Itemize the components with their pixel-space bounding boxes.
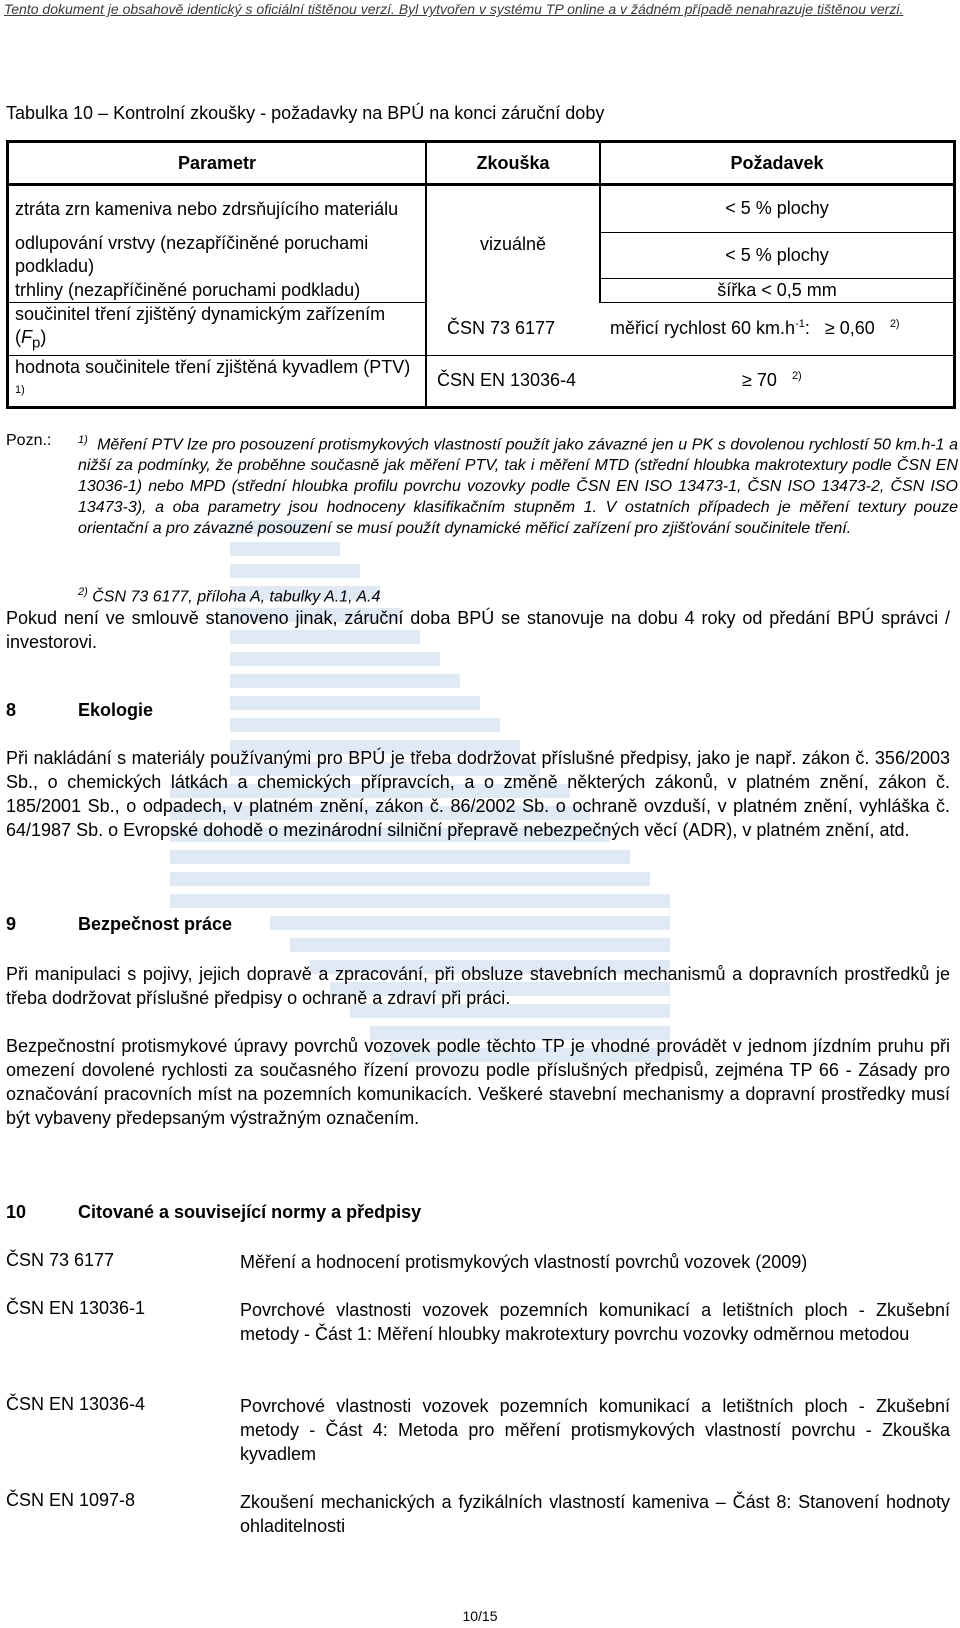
row-3-pozadavek: šířka < 0,5 mm [600,278,955,303]
table-header-row [8,142,955,185]
page-number: 10/15 [462,1608,498,1624]
header-parametr: Parametr [8,142,427,185]
reference-code: ČSN 73 6177 [6,1250,115,1270]
row-4-test-requirement [426,303,955,356]
reference-code: ČSN EN 1097-8 [6,1490,136,1510]
warranty-paragraph: Pokud není ve smlouvě stanoveno jinak, záruční doba BPÚ se stanovuje na dobu 4 roky od předání BPÚ správci / investorovi. [6,608,950,652]
section-8-heading: 8 Ekologie [6,700,154,720]
row-2-zkouska: vizuálně [426,185,600,303]
section-8-text: Při nakládání s materiály používanými pro BPÚ je třeba dodržovat příslušné předpisy, jako je např. zákon č. 356/2003 Sb., o chemických látkách a chemických přípravcích, a o změně některých zákonů, v platném znění, zákon č. 185/2001 Sb., o odpadech, v platném znění, zákon č. 86/2002 Sb. o ochraně ovzduší, v platném znění, vyhláška č. 64/1987 Sb. o Evropské dohodě o mezinárodní silniční přepravě nebezpečných věcí (ADR), v platném znění, atd. [6,748,950,840]
table-caption: Tabulka 10 – Kontrolní zkoušky - požadavky na BPÚ na konci záruční doby [6,103,605,123]
reference-title: Zkoušení mechanických a fyzikálních vlastností kameniva – Část 8: Stanovení hodnoty ohladitelnosti [240,1492,950,1536]
notes-label: Pozn.: [6,432,52,449]
table-row [8,355,955,407]
section-9-paragraph-2: Bezpečnostní protismykové úpravy povrchů vozovek podle těchto TP je vhodné provádět v jednom jízdním pruhu při omezení dovolené rychlosti za současného řízení provozu podle příslušných předpisů, zejména TP 66 - Zásady pro označování pracovních míst na pozemních komunikacích. Veškeré stavební mechanismy a dopravní prostředky musí být vybaveny předepsaným výstražným označením. [6,1036,950,1128]
row-4-zkouska: ČSN 73 6177 [447,318,556,339]
table-row [8,185,955,233]
row-1-parametr: ztráta zrn kameniva nebo zdrsňujícího materiálu [15,198,399,219]
header-zkouska: Zkouška [426,142,600,185]
reference-title: Povrchové vlastnosti vozovek pozemních komunikací a letištních ploch - Zkušební metody - Část 1: Měření hloubky makrotextury povrchu vozovky odměrnou metodou [240,1300,950,1344]
row-5-parametr: hodnota součinitele tření zjištěná kyvadlem (PTV) $^{1)}$ [15,356,411,396]
row-4-pozadavek: měřicí rychlost 60 $km.h^{-1}$: ≥ 0,60 $^{2)}$ [610,318,900,339]
requirements-table [6,140,956,409]
row-5-test-requirement [426,355,955,407]
row-5-zkouska: ČSN EN 13036-4 [437,370,577,391]
table-row [8,303,955,356]
row-2-pozadavek: < 5 % plochy [600,232,955,278]
reference-code: ČSN EN 13036-1 [6,1298,146,1318]
reference-title: Měření a hodnocení protismykových vlastností povrchů vozovek (2009) [240,1252,808,1272]
row-5-pozadavek: ≥ 70 $^{2)}$ [742,370,802,391]
note-1: $^{1)}$ Měření PTV lze pro posouzení protismykových vlastností použít jako závazné jen u PK s dovolenou rychlostí 50 km.h-1 a nižší za podmínky, že proběhne současně jak měření PTV, tak i měření MTD (střední hloubka makrotextury podle ČSN EN 13036-1) nebo MPD (střední hloubka profilu povrchu vozovky podle ČSN EN ISO 13473-1, ČSN ISO 13473-2, ČSN ISO 13473-3), a oba parametry jsou hodnoceny klasifikačním stupněm 1. V ostatních případech je měření textury pouze orientační a pro závazné posouzení se musí použít dynamické měřicí zařízení pro zjišťování součinitele tření. [78,434,959,538]
row-2-parametr: odlupování vrstvy (nezapříčiněné poruchami podkladu) [15,233,369,276]
row-1-pozadavek: < 5 % plochy [600,185,955,233]
row-4-parametr: součinitel tření zjištěný dynamickým zařízením $(F_p)$ [8,303,427,356]
reference-code: ČSN EN 13036-4 [6,1394,146,1414]
note-2: $^{2)}$ ČSN 73 6177, příloha A, tabulky A.1, A.4 [78,586,381,606]
reference-title: Povrchové vlastnosti vozovek pozemních komunikací a letištních ploch - Zkušební metody - Část 4: Metoda pro měření protismykových vlastností povrchu - Zkouška kyvadlem [240,1396,950,1464]
section-10-heading: 10 Citované a související normy a předpisy [6,1202,422,1222]
header-pozadavek: Požadavek [600,142,955,185]
row-3-parametr: trhliny (nezapříčiněné poruchami podkladu) [8,278,427,303]
section-9-heading: 9 Bezpečnost práce [6,914,233,934]
disclaimer-banner: Tento dokument je obsahově identický s oficiální tištěnou verzí. Byl vytvořen v systému TP online a v žádném případě nenahrazuje tištěnou verzi. [4,1,904,17]
section-9-paragraph-1: Při manipulaci s pojivy, jejich dopravě a zpracování, při obsluze stavebních mechanismů a dopravních prostředků je třeba dodržovat příslušné předpisy o ochraně a zdraví při práci. [6,964,950,1008]
